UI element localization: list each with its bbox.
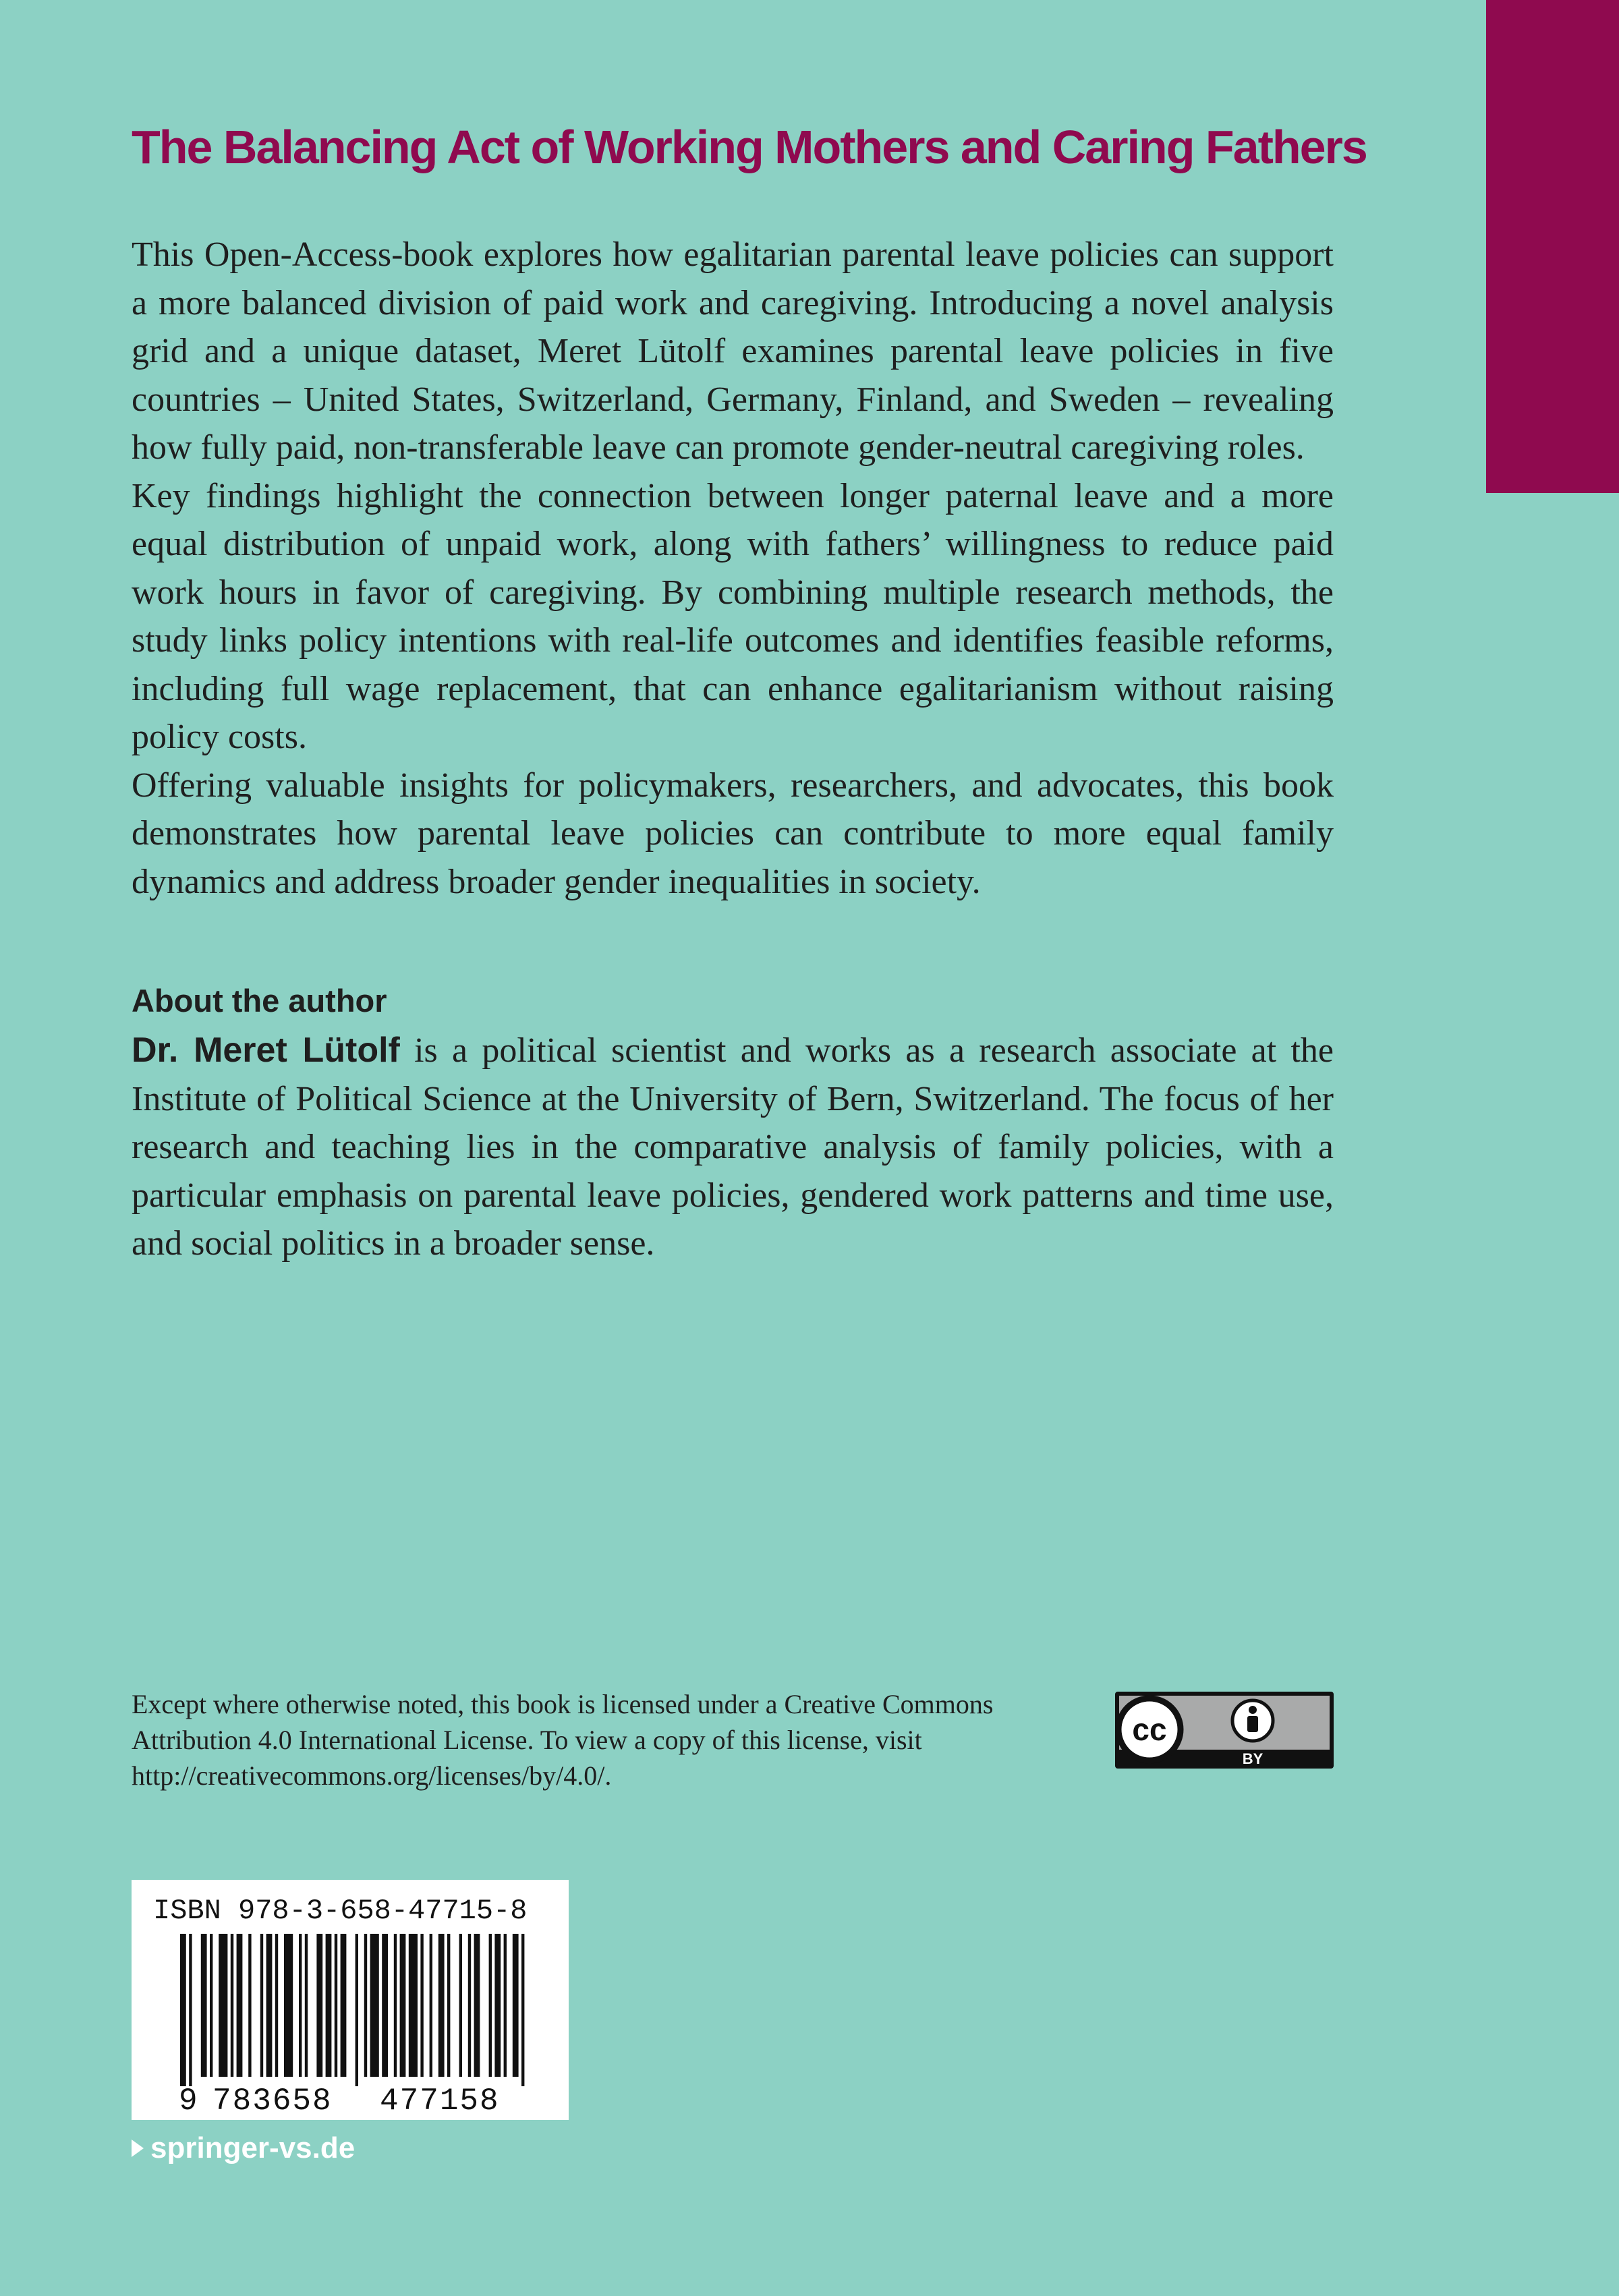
barcode-bar xyxy=(474,1934,480,2077)
barcode-bar xyxy=(316,1934,322,2077)
about-author-heading: About the author xyxy=(132,983,387,1018)
barcode-bar xyxy=(180,1934,186,2086)
cc-logo-label: cc xyxy=(1132,1712,1167,1747)
barcode-bar xyxy=(299,1934,302,2077)
accent-bar xyxy=(1486,0,1619,493)
barcode-bar xyxy=(356,1934,358,2086)
barcode-bar xyxy=(430,1934,432,2077)
barcode-bar xyxy=(409,1934,418,2077)
barcode-bar xyxy=(341,1934,347,2077)
person-body-icon xyxy=(1247,1716,1258,1732)
barcode-bar xyxy=(284,1934,293,2077)
book-title: The Balancing Act of Working Mothers and Caring Fathers xyxy=(132,121,1367,173)
barcode-bar xyxy=(394,1934,397,2077)
barcode-bar xyxy=(335,1934,337,2077)
license-notice: Except where otherwise noted, this book is licensed under a Creative Commons Attribution 4.0 International License. To view a copy of this license, visit http://creativecommons.org/licenses/by/4.0/. xyxy=(132,1689,994,1791)
barcode-bar xyxy=(275,1934,278,2077)
barcode-bar xyxy=(489,1934,492,2077)
publisher-link-text: springer-vs.de xyxy=(150,2131,356,2164)
barcode-bar xyxy=(513,1934,519,2077)
barcode-bar xyxy=(364,1934,367,2077)
description-paragraph: This Open-Access-book explores how egalitarian parental leave policies can support a more balanced division of paid work and caregiving. Introducing a novel analysis grid and a unique dataset, Meret Lütolf examines parental leave policies in five countries – United States, Switzerland, Germany, Finland, and Sweden – revealing how fully paid, non-transferable leave can promote gender-neutral caregiving roles. xyxy=(132,235,1334,467)
barcode-bar xyxy=(382,1934,388,2077)
barcode-bar xyxy=(326,1934,332,2077)
barcode-bar xyxy=(305,1934,308,2077)
barcode-bar xyxy=(468,1934,471,2077)
barcode-bar xyxy=(459,1934,462,2077)
barcode-bar xyxy=(438,1934,445,2077)
isbn-barcode xyxy=(132,1880,569,2120)
barcode-first-digit: 9 xyxy=(179,2084,198,2119)
barcode-bar xyxy=(494,1934,501,2077)
publisher-link[interactable] xyxy=(132,2131,355,2165)
book-description xyxy=(132,231,1334,906)
barcode-bar xyxy=(447,1934,450,2077)
person-head-icon xyxy=(1249,1706,1257,1714)
author-name: Dr. Meret Lütolf xyxy=(132,1031,400,1070)
barcode-bar xyxy=(504,1934,507,2077)
author-bio-text: is a political scientist and works as a research associate at the Institute of Political Science at the University of Bern, Switzerland. The focus of her research and teaching lies in the comparative analysis of family policies, with a particular emphasis on parental leave policies, gendered work patterns and time use, and social politics in a broader sense. xyxy=(132,1031,1334,1263)
barcode-bar xyxy=(248,1934,251,2077)
cc-by-license-badge[interactable] xyxy=(1114,1691,1334,1769)
description-paragraph: Offering valuable insights for policymakers, researchers, and advocates, this book demonstrates how parental leave policies can contribute to more equal family dynamics and address broader gender inequalities in society. xyxy=(132,766,1334,901)
barcode-right-digits: 477158 xyxy=(380,2084,500,2119)
barcode-bar xyxy=(219,1934,227,2077)
barcode-bar xyxy=(400,1934,406,2077)
barcode-bar xyxy=(370,1934,379,2077)
barcode-bar xyxy=(420,1934,423,2077)
triangle-right-icon xyxy=(132,2140,144,2157)
barcode-bar xyxy=(210,1934,212,2077)
description-paragraph: Key findings highlight the connection between longer paternal leave and a more equal distribution of unpaid work, along with fathers’ willingness to reduce paid work hours in favor of caregiving. By combining multiple research methods, the study links policy intentions with real-life outcomes and identifies feasible reforms, including full wage replacement, that can enhance egalitarianism without raising policy costs. xyxy=(132,476,1334,756)
author-bio xyxy=(132,1027,1334,1268)
barcode-bar xyxy=(201,1934,207,2077)
barcode-bar xyxy=(231,1934,233,2077)
barcode-bar xyxy=(237,1934,243,2077)
barcode-bar xyxy=(266,1934,273,2077)
isbn-label: ISBN 978-3-658-47715-8 xyxy=(153,1895,528,1927)
barcode-bar xyxy=(260,1934,263,2077)
barcode-bar xyxy=(521,1934,524,2086)
by-label: BY xyxy=(1242,1750,1263,1767)
barcode-bar xyxy=(189,1934,192,2086)
barcode-left-digits: 783658 xyxy=(212,2084,333,2119)
